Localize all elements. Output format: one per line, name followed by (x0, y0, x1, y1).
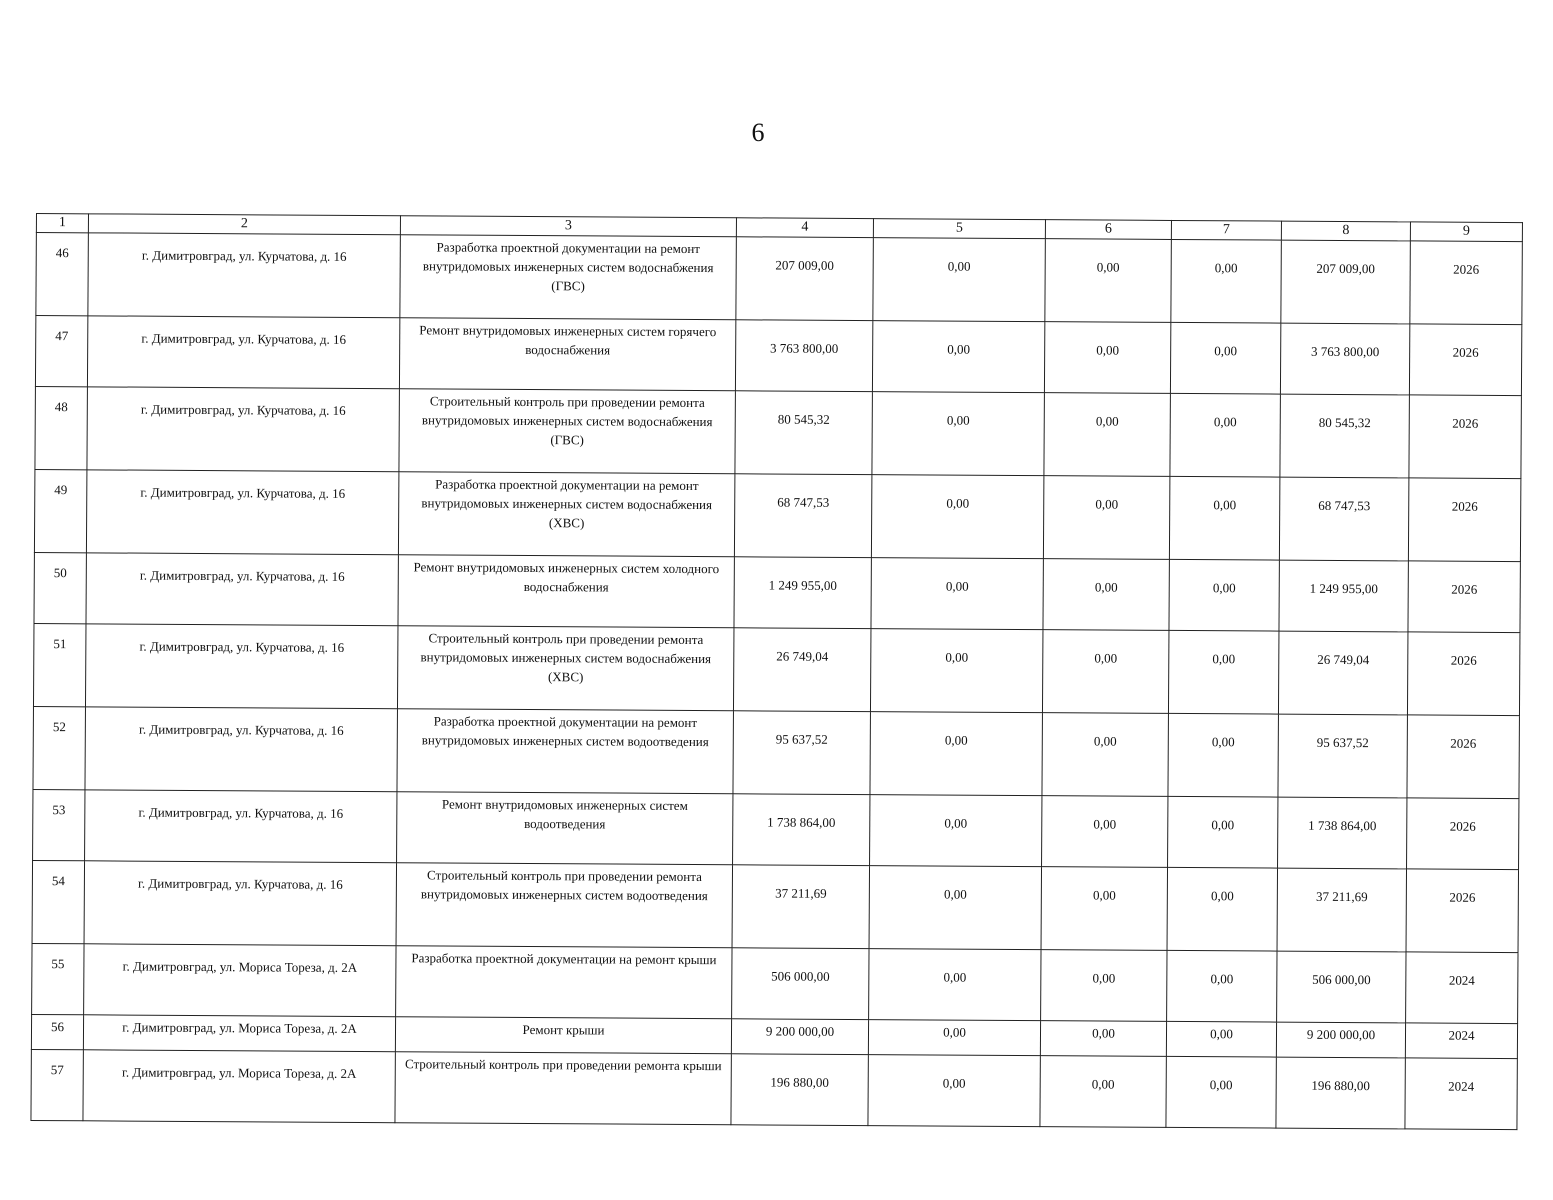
table-row (35, 316, 1521, 396)
value-cell-7: 0,00 (1171, 239, 1282, 323)
value-cell-5: 0,00 (873, 238, 1046, 322)
value-cell-6: 0,00 (1043, 476, 1170, 560)
value-cell-6: 0,00 (1040, 1021, 1166, 1057)
work-type-cell: Разработка проектной документации на ремонт внутридомовых инженерных систем водоснабжения (ХВС) (398, 472, 735, 557)
value-cell-8: 196 880,00 (1276, 1057, 1405, 1129)
value-cell-7: 0,00 (1170, 322, 1280, 394)
table-row (36, 233, 1522, 325)
value-cell-8: 207 009,00 (1281, 240, 1411, 324)
address-cell: г. Димитровград, ул. Курчатова, д. 16 (86, 470, 399, 555)
work-type-cell: Разработка проектной документации на ремонт крыши (396, 946, 732, 1019)
value-cell-7: 0,00 (1167, 950, 1277, 1022)
works-table-container (30, 213, 1522, 1130)
total-cost-cell: 207 009,00 (736, 237, 874, 321)
table-row (34, 552, 1520, 632)
work-type-cell: Ремонт внутридомовых инженерных систем холодного водоснабжения (398, 555, 734, 628)
row-number: 54 (32, 860, 85, 943)
value-cell-7: 0,00 (1169, 476, 1280, 560)
value-cell-6: 0,00 (1040, 1056, 1166, 1128)
value-cell-5: 0,00 (871, 558, 1043, 630)
value-cell-6: 0,00 (1042, 630, 1169, 714)
total-cost-cell: 68 747,53 (734, 474, 872, 558)
value-cell-7: 0,00 (1166, 1056, 1276, 1128)
table-row (31, 1049, 1517, 1129)
total-cost-cell: 1 738 864,00 (733, 794, 870, 866)
value-cell-5: 0,00 (872, 321, 1044, 393)
column-header: 2 (88, 214, 400, 235)
total-cost-cell: 9 200 000,00 (731, 1019, 868, 1055)
row-number: 47 (35, 316, 87, 387)
value-cell-6: 0,00 (1041, 950, 1167, 1022)
table-row (32, 943, 1518, 1023)
address-cell: г. Димитровград, ул. Мориса Тореза, д. 2А (83, 1050, 395, 1123)
value-cell-6: 0,00 (1044, 393, 1171, 477)
row-number: 53 (33, 789, 85, 860)
column-header: 1 (36, 214, 88, 233)
row-number: 52 (33, 706, 86, 789)
value-cell-5: 0,00 (868, 1055, 1040, 1127)
year-cell: 2024 (1405, 1058, 1517, 1130)
value-cell-8: 80 545,32 (1280, 394, 1410, 478)
table-row (35, 386, 1521, 478)
value-cell-6: 0,00 (1044, 322, 1170, 394)
value-cell-8: 26 749,04 (1278, 631, 1408, 715)
work-type-cell: Строительный контроль при проведении ремонта внутридомовых инженерных систем водоснабжения (ХВС) (397, 626, 734, 711)
value-cell-7: 0,00 (1166, 1021, 1276, 1057)
row-number: 51 (33, 623, 86, 706)
work-type-cell: Строительный контроль при проведении ремонта внутридомовых инженерных систем водоснабжения (ГВС) (399, 389, 736, 474)
year-cell: 2024 (1405, 1023, 1517, 1059)
value-cell-8: 68 747,53 (1279, 477, 1409, 561)
work-type-cell: Строительный контроль при проведении ремонта внутридомовых инженерных систем водоотведения (396, 863, 733, 948)
address-cell: г. Димитровград, ул. Курчатова, д. 16 (88, 233, 401, 318)
address-cell: г. Димитровград, ул. Курчатова, д. 16 (85, 707, 398, 792)
value-cell-6: 0,00 (1041, 867, 1168, 951)
year-cell: 2026 (1407, 715, 1520, 799)
column-header: 9 (1410, 222, 1522, 242)
works-table (30, 213, 1523, 1130)
page-number: 6 (751, 118, 765, 147)
column-header: 6 (1045, 220, 1171, 240)
value-cell-7: 0,00 (1169, 559, 1279, 631)
value-cell-7: 0,00 (1167, 867, 1278, 951)
value-cell-5: 0,00 (868, 1020, 1040, 1056)
value-cell-8: 506 000,00 (1277, 951, 1406, 1023)
column-header: 4 (736, 218, 873, 238)
column-header: 8 (1281, 221, 1410, 241)
address-cell: г. Димитровград, ул. Курчатова, д. 16 (85, 790, 397, 863)
value-cell-5: 0,00 (870, 629, 1043, 713)
year-cell: 2026 (1407, 798, 1519, 870)
year-cell: 2026 (1409, 395, 1522, 479)
total-cost-cell: 1 249 955,00 (734, 557, 871, 629)
year-cell: 2024 (1406, 952, 1518, 1024)
work-type-cell: Ремонт внутридомовых инженерных систем водоотведения (397, 792, 733, 865)
address-cell: г. Димитровград, ул. Курчатова, д. 16 (84, 861, 397, 946)
column-header: 3 (400, 216, 736, 237)
address-cell: г. Димитровград, ул. Курчатова, д. 16 (87, 316, 399, 389)
table-row (33, 789, 1519, 869)
value-cell-8: 9 200 000,00 (1276, 1022, 1405, 1058)
value-cell-5: 0,00 (869, 866, 1042, 950)
total-cost-cell: 26 749,04 (733, 628, 871, 712)
value-cell-5: 0,00 (870, 712, 1043, 796)
address-cell: г. Димитровград, ул. Мориса Тореза, д. 2А (84, 944, 396, 1017)
row-number: 49 (34, 469, 87, 552)
value-cell-8: 1 249 955,00 (1279, 560, 1408, 632)
total-cost-cell: 80 545,32 (735, 391, 873, 475)
value-cell-8: 1 738 864,00 (1278, 797, 1407, 869)
address-cell: г. Димитровград, ул. Курчатова, д. 16 (87, 387, 400, 472)
table-row (33, 623, 1519, 715)
value-cell-5: 0,00 (870, 795, 1042, 867)
work-type-cell: Ремонт внутридомовых инженерных систем горячего водоснабжения (399, 318, 735, 391)
table-row (32, 860, 1518, 952)
year-cell: 2026 (1408, 561, 1520, 633)
column-header: 7 (1171, 220, 1281, 240)
value-cell-6: 0,00 (1043, 559, 1169, 631)
value-cell-5: 0,00 (872, 392, 1045, 476)
value-cell-7: 0,00 (1168, 713, 1279, 797)
year-cell: 2026 (1409, 324, 1521, 396)
work-type-cell: Ремонт крыши (395, 1017, 731, 1054)
total-cost-cell: 196 880,00 (731, 1054, 868, 1126)
value-cell-8: 3 763 800,00 (1280, 323, 1409, 395)
row-number: 46 (36, 233, 89, 316)
value-cell-7: 0,00 (1170, 393, 1281, 477)
year-cell: 2026 (1407, 632, 1520, 716)
value-cell-6: 0,00 (1042, 713, 1169, 797)
row-number: 50 (34, 552, 86, 623)
value-cell-6: 0,00 (1045, 239, 1172, 323)
address-cell: г. Димитровград, ул. Курчатова, д. 16 (86, 553, 398, 626)
column-header: 5 (873, 219, 1045, 239)
table-row (33, 706, 1519, 798)
value-cell-8: 37 211,69 (1277, 868, 1407, 952)
year-cell: 2026 (1408, 478, 1521, 562)
row-number: 56 (31, 1014, 83, 1049)
work-type-cell: Разработка проектной документации на ремонт внутридомовых инженерных систем водоснабжения (ГВС) (400, 235, 737, 320)
value-cell-5: 0,00 (869, 949, 1041, 1021)
work-type-cell: Строительный контроль при проведении ремонта крыши (395, 1052, 731, 1125)
value-cell-6: 0,00 (1042, 796, 1168, 868)
table-row (34, 469, 1520, 561)
total-cost-cell: 95 637,52 (733, 711, 871, 795)
year-cell: 2026 (1406, 869, 1519, 953)
value-cell-8: 95 637,52 (1278, 714, 1408, 798)
address-cell: г. Димитровград, ул. Мориса Тореза, д. 2А (83, 1015, 395, 1052)
row-number: 57 (31, 1049, 83, 1120)
total-cost-cell: 506 000,00 (732, 948, 869, 1020)
row-number: 55 (32, 943, 84, 1014)
year-cell: 2026 (1410, 241, 1523, 325)
work-type-cell: Разработка проектной документации на ремонт внутридомовых инженерных систем водоотведения (397, 709, 734, 794)
address-cell: г. Димитровград, ул. Курчатова, д. 16 (85, 624, 398, 709)
total-cost-cell: 37 211,69 (732, 865, 870, 949)
value-cell-7: 0,00 (1168, 796, 1278, 868)
total-cost-cell: 3 763 800,00 (735, 320, 872, 392)
row-number: 48 (35, 386, 88, 469)
value-cell-7: 0,00 (1168, 630, 1279, 714)
value-cell-5: 0,00 (871, 475, 1044, 559)
